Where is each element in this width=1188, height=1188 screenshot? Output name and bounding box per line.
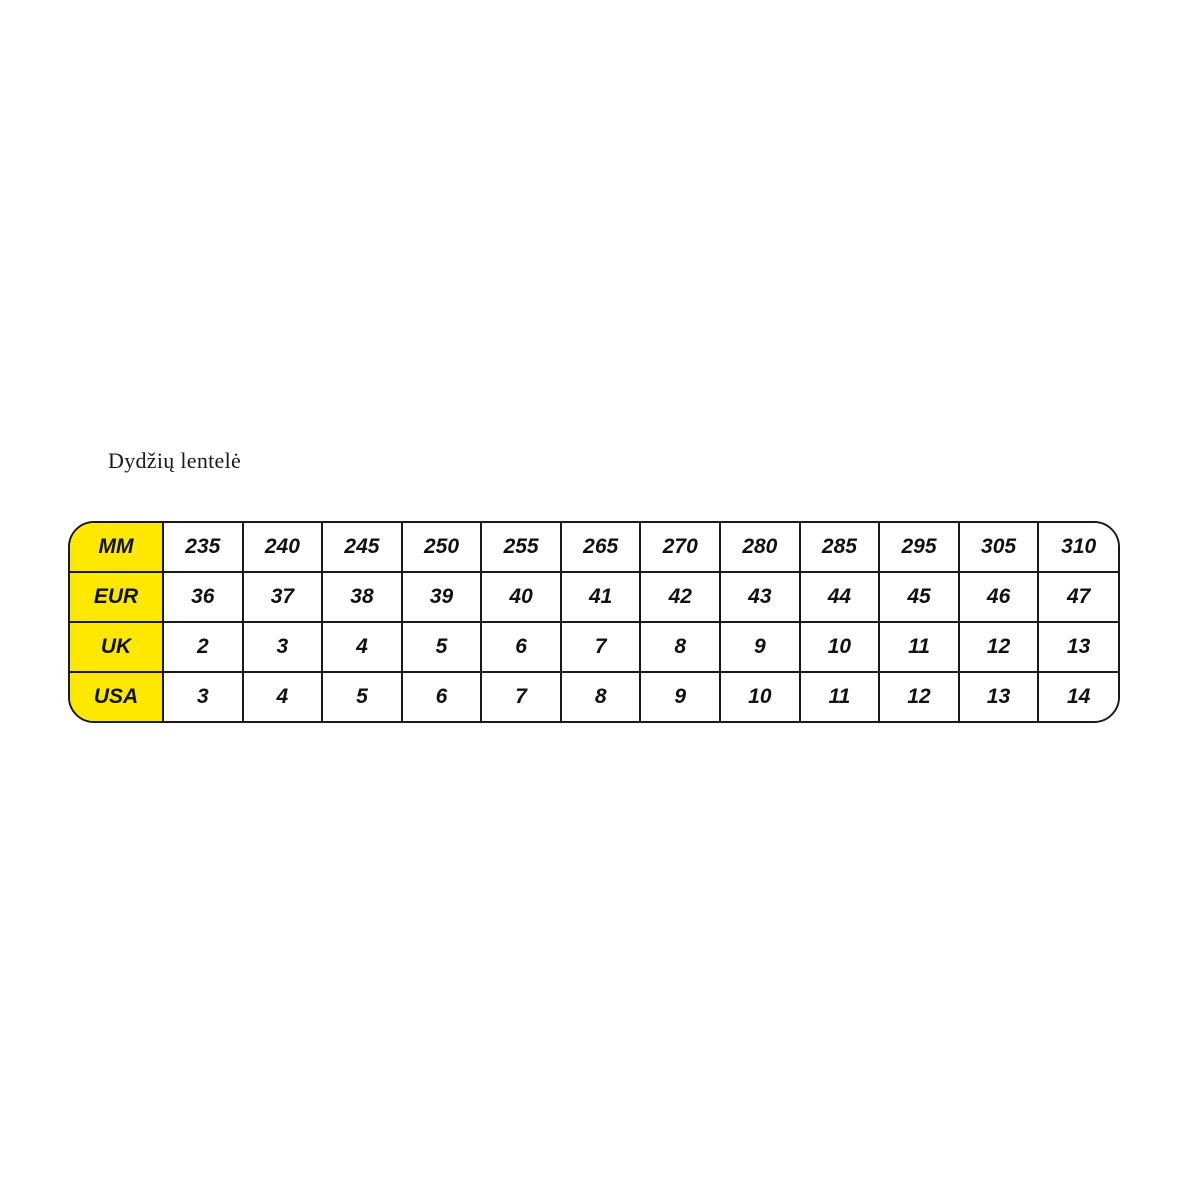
cell-usa-9: 12 xyxy=(879,672,959,721)
cell-usa-11: 14 xyxy=(1038,672,1118,721)
cell-usa-0: 3 xyxy=(163,672,243,721)
row-label-usa: USA xyxy=(70,672,163,721)
size-chart-table xyxy=(68,521,1120,723)
cell-usa-10: 13 xyxy=(959,672,1039,721)
cell-eur-1: 37 xyxy=(243,572,323,622)
cell-uk-0: 2 xyxy=(163,622,243,672)
table-row xyxy=(70,523,1118,572)
cell-uk-11: 13 xyxy=(1038,622,1118,672)
cell-usa-3: 6 xyxy=(402,672,482,721)
cell-mm-0: 235 xyxy=(163,523,243,572)
cell-mm-1: 240 xyxy=(243,523,323,572)
cell-mm-9: 295 xyxy=(879,523,959,572)
cell-eur-7: 43 xyxy=(720,572,800,622)
cell-mm-7: 280 xyxy=(720,523,800,572)
cell-uk-7: 9 xyxy=(720,622,800,672)
cell-mm-5: 265 xyxy=(561,523,641,572)
cell-uk-1: 3 xyxy=(243,622,323,672)
cell-uk-2: 4 xyxy=(322,622,402,672)
row-label-mm: MM xyxy=(70,523,163,572)
cell-eur-5: 41 xyxy=(561,572,641,622)
cell-eur-8: 44 xyxy=(800,572,880,622)
cell-usa-6: 9 xyxy=(640,672,720,721)
table-row xyxy=(70,622,1118,672)
cell-uk-10: 12 xyxy=(959,622,1039,672)
cell-eur-3: 39 xyxy=(402,572,482,622)
page-title: Dydžių lentelė xyxy=(108,448,242,473)
table-row xyxy=(70,672,1118,721)
cell-eur-4: 40 xyxy=(481,572,561,622)
cell-eur-2: 38 xyxy=(322,572,402,622)
cell-eur-0: 36 xyxy=(163,572,243,622)
cell-eur-11: 47 xyxy=(1038,572,1118,622)
cell-usa-4: 7 xyxy=(481,672,561,721)
row-label-uk: UK xyxy=(70,622,163,672)
row-label-eur: EUR xyxy=(70,572,163,622)
cell-usa-2: 5 xyxy=(322,672,402,721)
cell-usa-1: 4 xyxy=(243,672,323,721)
cell-usa-7: 10 xyxy=(720,672,800,721)
cell-mm-11: 310 xyxy=(1038,523,1118,572)
cell-mm-10: 305 xyxy=(959,523,1039,572)
cell-uk-3: 5 xyxy=(402,622,482,672)
cell-mm-2: 245 xyxy=(322,523,402,572)
cell-uk-8: 10 xyxy=(800,622,880,672)
cell-mm-3: 250 xyxy=(402,523,482,572)
cell-eur-6: 42 xyxy=(640,572,720,622)
cell-uk-4: 6 xyxy=(481,622,561,672)
cell-uk-5: 7 xyxy=(561,622,641,672)
cell-mm-8: 285 xyxy=(800,523,880,572)
cell-mm-6: 270 xyxy=(640,523,720,572)
cell-eur-9: 45 xyxy=(879,572,959,622)
cell-uk-6: 8 xyxy=(640,622,720,672)
cell-uk-9: 11 xyxy=(879,622,959,672)
cell-usa-8: 11 xyxy=(800,672,880,721)
cell-mm-4: 255 xyxy=(481,523,561,572)
cell-usa-5: 8 xyxy=(561,672,641,721)
cell-eur-10: 46 xyxy=(959,572,1039,622)
table-row xyxy=(70,572,1118,622)
